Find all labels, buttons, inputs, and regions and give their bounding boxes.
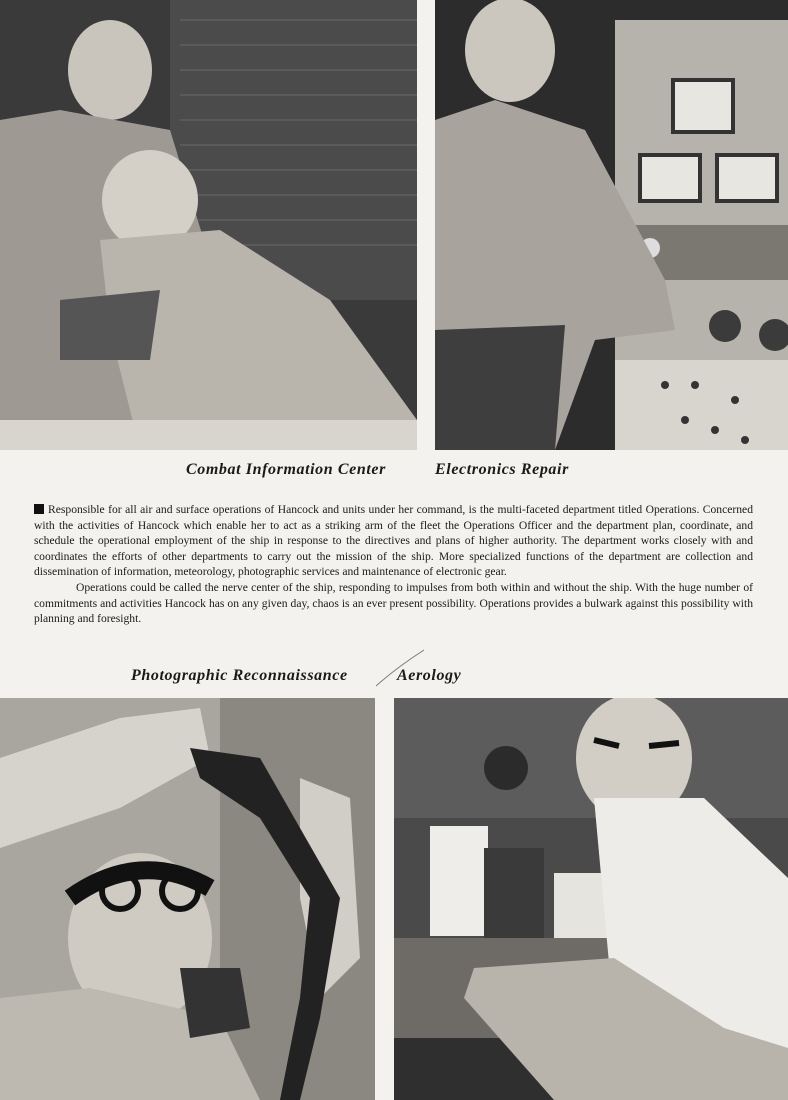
combat-information-center-caption: Combat Information Center [186,461,386,478]
paragraph-1-text: Responsible for all air and surface operations of Hancock and units under her command, is the multi-faceted department titled Operations. Concerned with the activities of Hancock which enable her to act as a striking arm of the fleet the Operations Officer and the department plan, coordinate, and schedule the operational employment of the ship in response to the directives and plans of higher authority. The department works closely with and coordinates the efforts of other departments to carry out the mission of the ship. More specialized functions of the department are collection and dissemination of information, meteorology, photographic services and maintenance of electronic gear. [34,503,753,579]
aerology-photo [394,698,788,1100]
operations-description [34,502,753,627]
paragraph-1 [34,502,753,580]
aerology-caption: Aerology [397,667,462,684]
electronics-repair-photo [435,0,788,450]
electronics-repair-caption: Electronics Repair [435,461,569,478]
photographic-reconnaissance-photo [0,698,375,1100]
bullet-square-icon [34,504,44,514]
paragraph-2: Operations could be called the nerve center of the ship, responding to impulses from both within and without the ship. With the huge number of commitments and activities Hancock has on any given day, chaos is an ever present possibility. Operations provides a bulwark against this possibility with planning and foresight. [34,580,753,626]
combat-information-center-photo [0,0,417,450]
photographic-reconnaissance-caption: Photographic Reconnaissance [131,667,348,684]
